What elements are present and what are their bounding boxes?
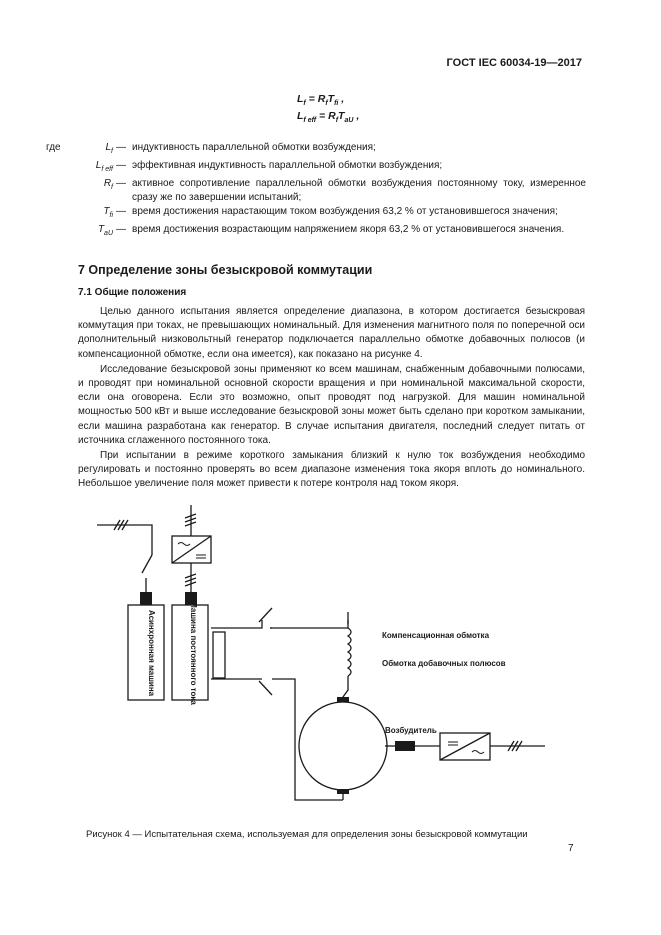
figure-caption: Рисунок 4 — Испытательная схема, используемая для определения зоны безыскровой коммутации: [86, 829, 528, 840]
paragraph: При испытании в режиме короткого замыкания близкий к нулю ток возбуждения необходимо регулировать и постоянно проверять во всем диапазоне изменения тока якоря вплоть до номинального. Небольшое увеличение поля может привести к потере контроля над током якоря.: [78, 450, 585, 490]
exciter-label: Возбудитель: [385, 726, 437, 735]
formula-inductance: $L_f = R_fT_{fi}$ ,: [297, 93, 345, 108]
definition-symbol: $L_{f eff}$: [95, 160, 113, 173]
where-word: где: [46, 142, 61, 153]
svg-text:Машина постоянного тока: [189, 601, 198, 705]
body-text: [78, 305, 585, 493]
standard-header: ГОСТ IEC 60034-19—2017: [446, 57, 582, 69]
definition-symbol: $R_f$: [103, 178, 113, 191]
motor-armature: [299, 702, 387, 790]
test-circuit-diagram: [0, 495, 661, 815]
definition-item: где $L_f$ — индуктивность параллельной обмотки возбуждения;: [46, 141, 586, 159]
definitions-list: [46, 141, 586, 241]
section-title: 7 Определение зоны безыскровой коммутации: [78, 263, 373, 277]
paragraph: Исследование безыскровой зоны применяют ко всем машинам, снабженным добавочными полюсами, и проводят при номинальной основной скорости вращения и при номинальной максимальной скорости, если она оговорена. Если это возможно, опыт проводят под нагрузкой. Для машин номинальной мощностью 500 кВт и выше исследование безыскровой зоны может быть сделано при коротком замыкании, если машина разработана как генератор. В случае испытания двигателя, последний следует питать от источника сглаженного постоянного тока.: [78, 363, 585, 446]
formula-effective-inductance: $L_{f eff} = R_fT_{aU}$ ,: [297, 110, 360, 125]
async-machine-box: [128, 605, 164, 700]
definition-text: время достижения нарастающим током возбуждения 63,2 % от установившегося значения;: [132, 206, 558, 217]
definition-text: активное сопротивление параллельной обмотки возбуждения постоянному току, измеренное сразу же по завершении испытаний;: [132, 178, 586, 203]
coupling: [140, 592, 152, 605]
compensating-winding-label: Компенсационная обмотка: [382, 631, 490, 640]
async-machine-label: Асинхронная машина: [147, 609, 156, 697]
definition-text: эффективная индуктивность параллельной обмотки возбуждения;: [132, 160, 443, 171]
interpole-winding-label: Обмотка добавочных полюсов: [382, 659, 506, 668]
compensating-winding: [348, 628, 351, 676]
page-number: 7: [568, 843, 574, 854]
three-phase-mark: [185, 514, 196, 526]
exciter-coupling: [395, 741, 415, 751]
switch: [142, 555, 152, 573]
dc-machine-label: Машина постоянного тока: [189, 601, 198, 705]
definition-text: индуктивность параллельной обмотки возбуждения;: [132, 142, 376, 153]
definition-item: $R_f$ — активное сопротивление параллельной обмотки возбуждения постоянному току, измеренное сразу же по завершении испытаний;: [46, 177, 586, 205]
switch: [259, 681, 272, 695]
three-phase-mark: [185, 574, 196, 586]
definition-symbol: $T_{fi}$: [103, 206, 113, 219]
svg-text:Асинхронная машина: [147, 610, 156, 697]
definition-item: $L_{f eff}$ — эффективная индуктивность параллельной обмотки возбуждения;: [46, 159, 586, 177]
interpole-winding: [343, 676, 348, 700]
subsection-title: 7.1 Общие положения: [78, 287, 187, 298]
definition-item: $T_{fi}$ — время достижения нарастающим током возбуждения 63,2 % от установившегося значения;: [46, 205, 586, 223]
definition-item: $T_{aU}$ — время достижения возрастающим напряжением якоря 63,2 % от установившегося значения.: [46, 223, 586, 241]
supply-line: [97, 525, 152, 555]
paragraph: Целью данного испытания является определение диапазона, в котором достигается безыскровая коммутация при токах, не превышающих номинальный. Для изменения магнитного поля по поперечной оси дополнительный низковольтный генератор подключается параллельно обмотке добавочных полюсов (и компенсационной обмотке, если она имеется), как показано на рисунке 4.: [78, 306, 585, 360]
switch: [259, 608, 272, 622]
definition-symbol: $L_f$: [105, 142, 113, 155]
definition-text: время достижения возрастающим напряжением якоря 63,2 % от установившегося значения.: [132, 224, 565, 235]
definition-symbol: $T_{aU}$: [97, 224, 113, 237]
